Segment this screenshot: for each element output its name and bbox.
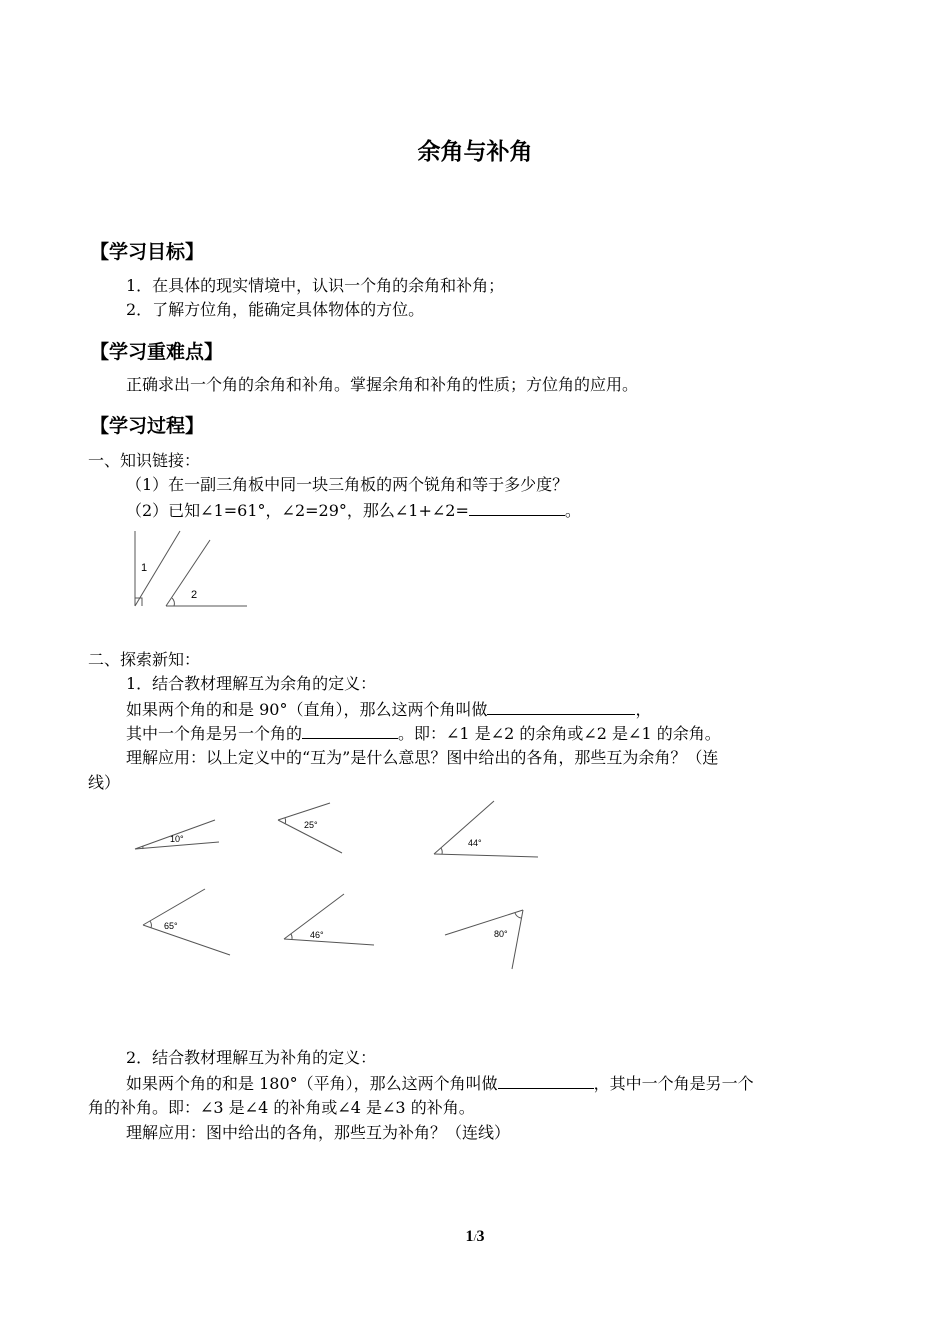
angle-44 [434, 801, 538, 857]
angle-label-65: 65° [164, 921, 178, 931]
angle-label-10: 10° [170, 834, 184, 844]
page-total: 3 [476, 1228, 485, 1245]
angle-label-44: 44° [468, 838, 482, 848]
s2-definition-line-2: 角的补角。即：∠3 是∠4 的补角或∠4 是∠3 的补角。 [88, 1098, 475, 1117]
angle-46 [284, 894, 374, 945]
part1-question-1: （1）在一副三角板中同一块三角板的两个锐角和等于多少度？ [126, 475, 569, 494]
s2-line1-end: ，其中一个角是另一个 [593, 1074, 754, 1093]
page-number [0, 1228, 950, 1246]
angle-80 [445, 910, 523, 969]
s2-title: 2．结合教材理解互为补角的定义： [126, 1048, 377, 1067]
question-2-end: 。 [564, 501, 581, 520]
key-points-text: 正确求出一个角的余角和补角。掌握余角和补角的性质；方位角的应用。 [126, 375, 639, 394]
goal-item-1: 1．在具体的现实情境中，认识一个角的余角和补角； [126, 276, 505, 295]
page-current: 1 [465, 1228, 474, 1245]
s1-title: 1．结合教材理解互为余角的定义： [126, 674, 377, 693]
page-separator: / [473, 1232, 477, 1244]
s2-line1-text: 如果两个角的和是 180°（平角），那么这两个角叫做 [126, 1074, 498, 1093]
page-title: 余角与补角 [417, 139, 533, 165]
goal-item-2: 2．了解方位角，能确定具体物体的方位。 [126, 300, 425, 319]
s1-line1-text: 如果两个角的和是 90°（直角），那么这两个角叫做 [126, 700, 488, 719]
angle-65 [143, 889, 230, 955]
figure-label-2: 2 [191, 589, 198, 601]
heading-key-points: 【学习重难点】 [90, 341, 224, 363]
heading-process: 【学习过程】 [90, 415, 205, 437]
question-2-text: （2）已知∠1=61°，∠2=29°，那么∠1+∠2= [126, 501, 469, 520]
s1-line2-text: 其中一个角是另一个角的 [126, 724, 303, 743]
s2-apply: 理解应用：图中给出的各角，那些互为补角？（连线） [126, 1123, 511, 1142]
part1-label: 一、知识链接： [88, 451, 201, 470]
figure-label-1: 1 [141, 562, 148, 574]
s1-apply-line-2: 线） [88, 773, 121, 792]
heading-goals: 【学习目标】 [90, 241, 205, 263]
s1-line2-end: 。即：∠1 是∠2 的余角或∠2 是∠1 的余角。 [398, 724, 721, 743]
angle-label-80: 80° [494, 929, 508, 939]
angle-label-46: 46° [310, 930, 324, 940]
s1-line1-end: ， [635, 700, 652, 719]
part2-label: 二、探索新知： [88, 650, 201, 669]
angle-label-25: 25° [304, 820, 318, 830]
s1-apply-line-1: 理解应用：以上定义中的“互为”是什么意思？图中给出的各角，那些互为余角？（连 [126, 748, 719, 767]
